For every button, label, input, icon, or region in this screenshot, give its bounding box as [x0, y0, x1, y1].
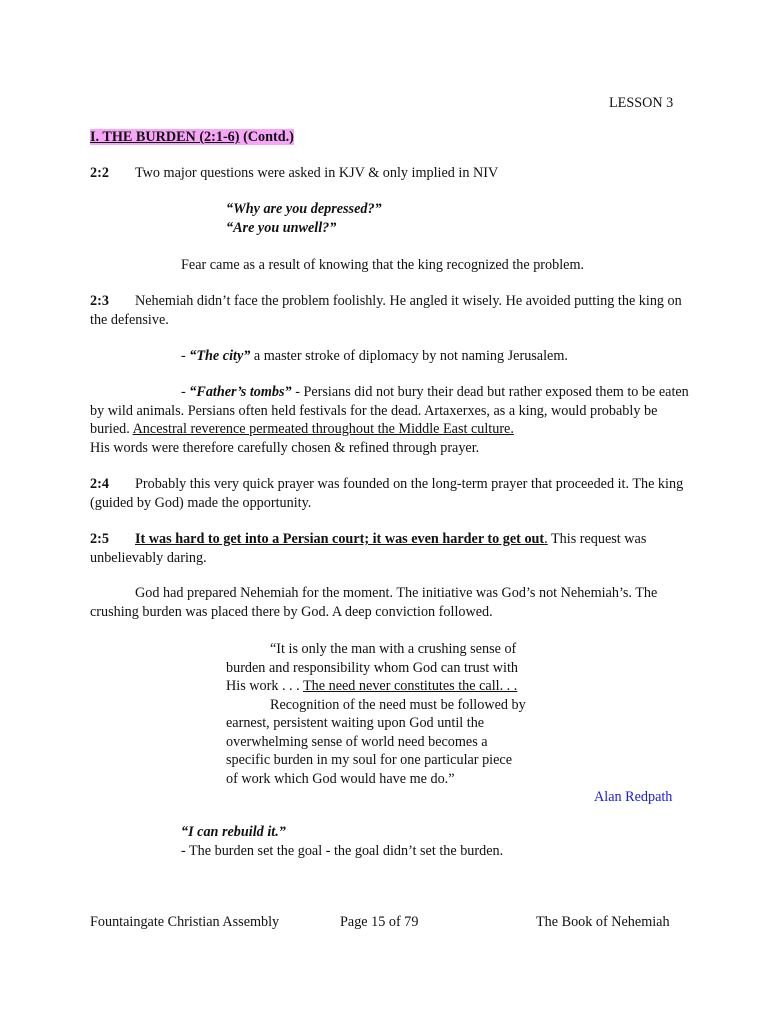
rebuild-quote: “I can rebuild it.”	[181, 824, 286, 840]
quote-line: Recognition of the need must be followed by	[270, 696, 526, 713]
verse-2-2	[90, 164, 690, 183]
tombs-term: “Father’s tombs”	[189, 384, 292, 400]
verse-emphasis: It was hard to get into a Persian court; it was even harder to get out	[135, 531, 545, 547]
verse-2-4	[90, 475, 690, 512]
footer-book-title: The Book of Nehemiah	[536, 914, 670, 930]
verse-text: Two major questions were asked in KJV & only implied in NIV	[135, 165, 499, 181]
dash: -	[181, 384, 190, 400]
quote-line	[226, 677, 556, 696]
quote-author: Alan Redpath	[594, 789, 673, 805]
quote-line: burden and responsibility whom God can trust with	[226, 659, 518, 676]
quote-line: specific burden in my soul for one particular piece	[226, 752, 513, 768]
quote-line: of work which God would have me do.”	[226, 770, 455, 787]
tombs-end: His words were therefore carefully chosen & refined through prayer.	[90, 439, 480, 456]
section-title-suffix: (Contd.)	[239, 129, 294, 145]
question-1: “Why are you depressed?”	[226, 201, 382, 217]
quote-line: overwhelming sense of world need becomes a	[226, 733, 488, 750]
verse-text: Nehemiah didn’t face the problem foolishly. He angled it wisely. He avoided putting the king on the defensive.	[90, 293, 682, 328]
verse-2-3	[90, 292, 690, 329]
tombs-note	[90, 383, 690, 457]
verse-ref: 2:4	[90, 476, 109, 492]
lesson-number: LESSON 3	[609, 95, 674, 111]
question-2: “Are you unwell?”	[226, 220, 337, 236]
verse-2-5-para2: God had prepared Nehemiah for the moment. The initiative was God’s not Nehemiah’s. The crushing burden was placed there by God. A deep conviction followed.	[90, 585, 658, 620]
city-note	[181, 347, 568, 365]
redpath-quote	[226, 640, 556, 788]
footer-page-number: Page 15 of 79	[340, 914, 419, 930]
verse-text: Probably this very quick prayer was founded on the long-term prayer that proceeded it. The king (guided by God) made the opportunity.	[90, 476, 684, 511]
verse-2-5: 2:5 It was hard to get into a Persian court; it was even harder to get out. This request was unbelievably daring.	[90, 531, 647, 566]
section-title-main: I. THE BURDEN (2:1-6)	[90, 129, 240, 145]
verse-ref: 2:2	[90, 165, 109, 181]
quote-underlined: The need never constitutes the call. . .	[303, 678, 518, 694]
quote-line: “It is only the man with a crushing sense of	[270, 641, 517, 657]
dash: -	[181, 348, 190, 364]
verse-text: This request was unbelievably daring.	[90, 531, 647, 566]
city-term: “The city”	[189, 348, 251, 364]
tombs-underlined: Ancestral reverence permeated throughout the Middle East culture.	[132, 421, 514, 437]
section-title	[90, 128, 294, 146]
footer-organization: Fountaingate Christian Assembly	[90, 914, 280, 930]
quote-line: earnest, persistent waiting upon God until the	[226, 715, 485, 731]
verse-ref: 2:5	[90, 531, 109, 547]
burden-goal-note: - The burden set the goal - the goal didn’t set the burden.	[181, 843, 504, 859]
fear-note: Fear came as a result of knowing that the king recognized the problem.	[181, 257, 585, 273]
verse-ref: 2:3	[90, 293, 109, 309]
quote-text: His work . . .	[226, 678, 303, 694]
city-text: a master stroke of diplomacy by not naming Jerusalem.	[250, 348, 568, 364]
tombs-text: - Persians did not bury their dead but rather exposed them to be eaten by wild animals. Persians often held festivals for the dead. Artaxerxes, as a king, would probably be buried.	[90, 384, 689, 437]
